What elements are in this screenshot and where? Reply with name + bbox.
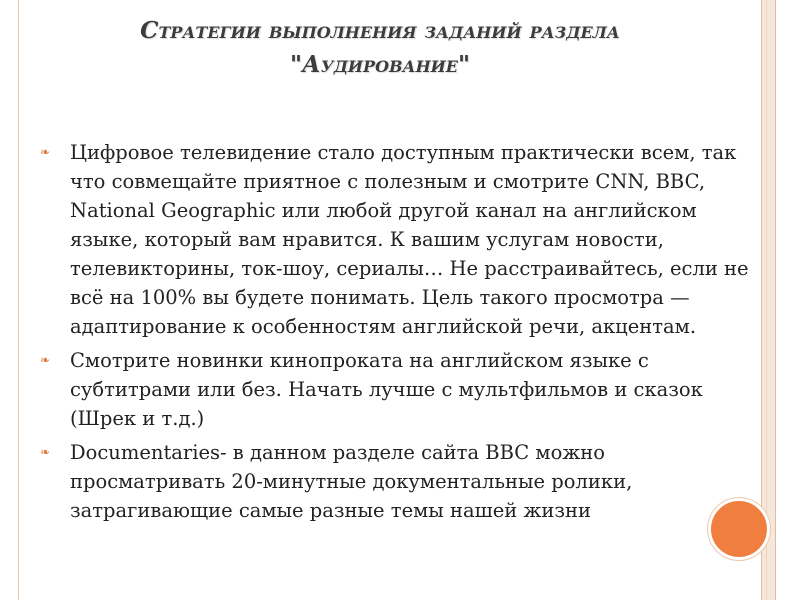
- slide-title: [80, 14, 680, 82]
- accent-circle-decoration: [708, 498, 770, 560]
- bullet-item-documentaries: [40, 438, 760, 525]
- slide-title-line-2: "Аудирование": [290, 51, 470, 78]
- bullet-text: Documentaries- в данном разделе сайта BBC можно просматривать 20-минутные документальные ролики, затрагивающие самые разные темы нашей жизни: [70, 441, 633, 522]
- bullet-item-movies: [40, 346, 760, 433]
- bullet-item-tv: [40, 138, 760, 341]
- slide-title-line-1: Стратегии выполнения заданий раздела: [140, 17, 620, 44]
- right-decorative-strip-line: [766, 0, 767, 600]
- bullet-marker-icon: ❧: [40, 445, 51, 459]
- left-border-line: [18, 0, 19, 600]
- bullet-marker-icon: ❧: [40, 353, 51, 367]
- bullet-marker-icon: ❧: [40, 145, 51, 159]
- bullet-text: Смотрите новинки кинопроката на английском языке с субтитрами или без. Начать лучше с мультфильмов и сказок (Шрек и т.д.): [70, 349, 703, 430]
- bullet-list: [40, 138, 760, 530]
- bullet-text: Цифровое телевидение стало доступным практически всем, так что совмещайте приятное с полезным и смотрите CNN, BBC, National Geographic или любой другой канал на английском языке, который вам нравится. К вашим услугам новости, телевикторины, ток-шоу, сериалы… Не расстраивайтесь, если не всё на 100% вы будете понимать. Цель такого просмотра — адаптирование к особенностям английской речи, акцентам.: [70, 141, 749, 338]
